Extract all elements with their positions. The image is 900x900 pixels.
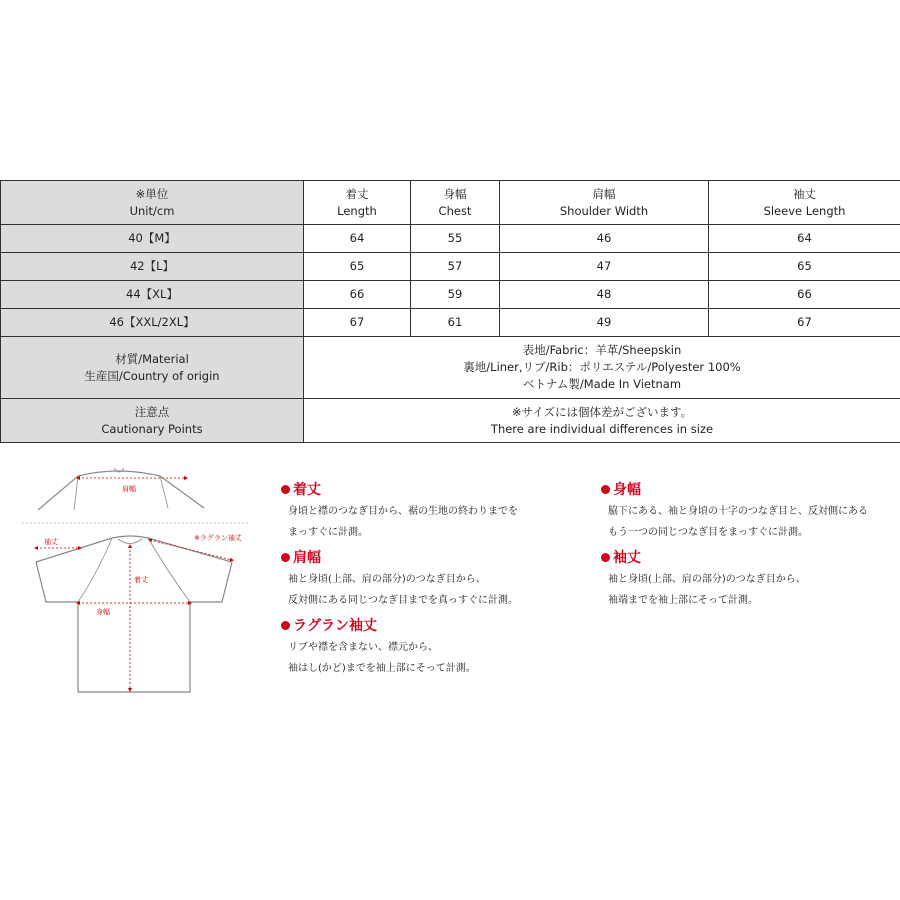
bullet-dot-icon [281, 553, 290, 562]
size-table [0, 180, 900, 443]
guide-text: 袖と身頃(上部、肩の部分)のつなぎ目から、 [288, 574, 486, 585]
sleeve-value: 64 [709, 225, 900, 253]
guide-heading [281, 615, 476, 637]
caution-label-jp: 注意点 [134, 404, 170, 419]
sleeve-value: 67 [709, 309, 900, 337]
table-row [1, 225, 900, 253]
caution-label-cell [1, 399, 304, 443]
garment-back-outline [38, 471, 204, 510]
shoulder-value: 48 [500, 281, 709, 309]
length-header-cell [304, 181, 411, 225]
fabric-text: 表地/Fabric：羊革/Sheepskin [522, 343, 682, 357]
guide-text: 反対側にある同じつなぎ目までを真っすぐに計測。 [288, 595, 518, 606]
sleeve-value: 65 [709, 253, 900, 281]
guide-title: 袖丈 [613, 550, 641, 566]
guide-chest [601, 479, 868, 543]
sleeve-value: 66 [709, 281, 900, 309]
chest-label: 身幅 [96, 608, 110, 616]
shoulder-value: 46 [500, 225, 709, 253]
column-header-jp: 袖丈 [793, 186, 816, 201]
column-header-en: Chest [438, 203, 472, 218]
chest-header-cell [411, 181, 500, 225]
guide-title: 肩幅 [293, 550, 321, 566]
guide-text: 袖と身頃(上部、肩の部分)のつなぎ目から、 [608, 574, 806, 585]
caution-value-cell [304, 399, 900, 443]
garment-measurement-diagram [18, 462, 258, 697]
material-label-cell [1, 337, 304, 399]
bullet-dot-icon [281, 485, 290, 494]
guide-heading [601, 479, 868, 501]
guide-title: 身幅 [613, 482, 641, 498]
garment-front-outline [78, 602, 190, 692]
guide-title: ラグラン袖丈 [293, 618, 377, 634]
caution-row [1, 399, 900, 443]
shoulder-value: 49 [500, 309, 709, 337]
guide-text: 身頃と襟のつなぎ目から、裾の生地の終わりまでを [288, 506, 518, 517]
caution-text-en: There are individual differences in size [490, 421, 714, 436]
table-row [1, 253, 900, 281]
chest-value: 59 [411, 281, 500, 309]
guide-title: 着丈 [293, 482, 321, 498]
guide-heading [601, 547, 806, 569]
caution-label-en: Cautionary Points [101, 421, 203, 436]
column-header-en: Shoulder Width [559, 203, 649, 218]
table-row [1, 309, 900, 337]
bullet-dot-icon [281, 621, 290, 630]
size-label: 44【XL】 [1, 281, 304, 309]
bullet-dot-icon [601, 553, 610, 562]
origin-text: ベトナム製/Made In Vietnam [522, 377, 682, 391]
guide-text: 袖はし(かど)までを袖上部にそって計測。 [288, 663, 476, 674]
guide-text: 袖端までを袖上部にそって計測。 [608, 595, 758, 606]
guide-text: もう一つの同じつなぎ目をまっすぐに計測。 [608, 527, 808, 538]
bullet-dot-icon [601, 485, 610, 494]
shoulder-header-cell [500, 181, 709, 225]
guide-heading [281, 547, 518, 569]
column-header-en: Sleeve Length [763, 203, 846, 218]
guide-shoulder [281, 547, 518, 611]
origin-label: 生産国/Country of origin [84, 368, 220, 383]
shoulder-value: 47 [500, 253, 709, 281]
chest-value: 55 [411, 225, 500, 253]
length-value: 64 [304, 225, 411, 253]
size-label: 40【M】 [1, 225, 304, 253]
column-header-jp: 身幅 [443, 186, 467, 201]
guide-text: まっすぐに計測。 [288, 527, 368, 538]
caution-text-jp: ※サイズには個体差がございます。 [511, 404, 693, 419]
material-value-cell [304, 337, 900, 399]
chest-value: 61 [411, 309, 500, 337]
chest-value: 57 [411, 253, 500, 281]
column-header-jp: 肩幅 [592, 186, 616, 201]
sleeve-header-cell [709, 181, 900, 225]
sleeve-label: 袖丈 [44, 538, 58, 546]
guide-heading [281, 479, 518, 501]
length-label: 着丈 [134, 576, 148, 584]
length-value: 65 [304, 253, 411, 281]
length-value: 67 [304, 309, 411, 337]
liner-text: 裏地/Liner,リブ/Rib：ポリエステル/Polyester 100% [463, 360, 741, 374]
guide-length [281, 479, 518, 543]
material-label: 材質/Material [115, 351, 189, 366]
guide-text: 脇下にある、袖と身頃の十字のつなぎ目と、反対側にある [608, 506, 868, 517]
raglan-label: ※ラグラン袖丈 [194, 534, 242, 542]
column-header-en: Length [337, 203, 377, 218]
shoulder-label: 肩幅 [122, 485, 136, 493]
guide-text: リブや襟を含まない、襟元から、 [288, 642, 438, 653]
material-row [1, 337, 900, 399]
size-label: 42【L】 [1, 253, 304, 281]
table-row [1, 281, 900, 309]
column-header-jp: 着丈 [345, 186, 369, 201]
size-label: 46【XXL/2XL】 [1, 309, 304, 337]
length-value: 66 [304, 281, 411, 309]
unit-jp: ※単位 [135, 186, 169, 201]
table-header-row [1, 181, 900, 225]
guide-raglan [281, 615, 476, 679]
unit-en: Unit/cm [129, 203, 175, 218]
unit-header-cell [1, 181, 304, 225]
guide-sleeve [601, 547, 806, 611]
